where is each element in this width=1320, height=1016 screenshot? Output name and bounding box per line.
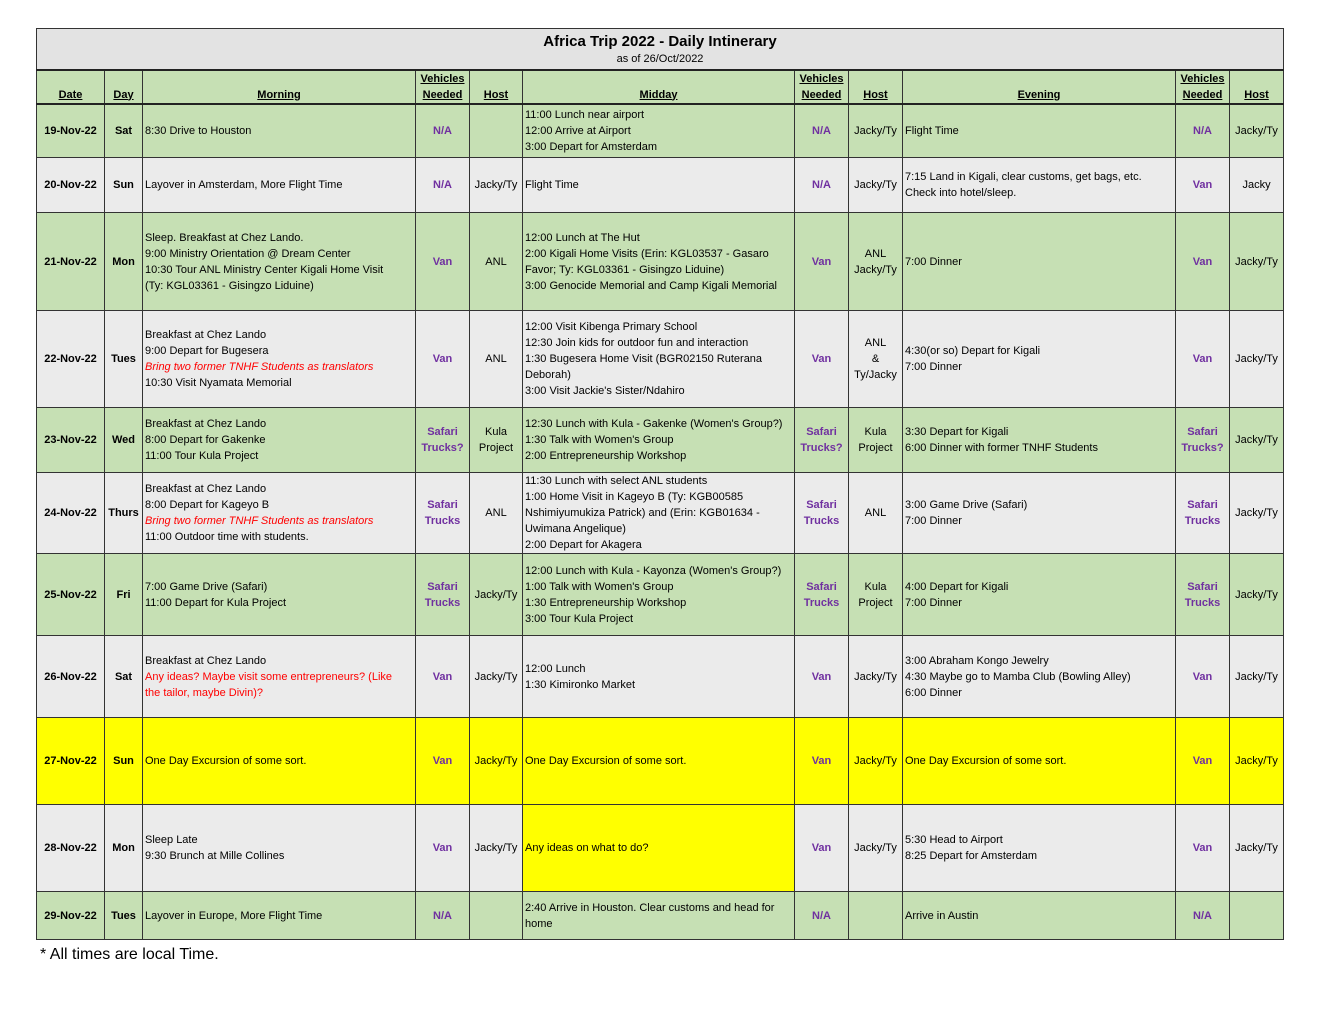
morning-line: 10:30 Visit Nyamata Memorial xyxy=(145,377,292,389)
morning-host-cell: ANL xyxy=(470,473,523,554)
midday-cell xyxy=(523,158,795,213)
midday-host-cell: Jacky/Ty xyxy=(849,104,903,158)
morning-line: Bring two former TNHF Students as translators xyxy=(145,361,374,373)
day-cell: Sun xyxy=(105,718,143,805)
header-evening-vehicles: Vehicles Needed xyxy=(1176,70,1230,104)
morning-host-cell: Jacky/Ty xyxy=(470,718,523,805)
midday-line: Favor; Ty: KGL03361 - Gisingzo Liduine) xyxy=(525,263,725,276)
midday-line: 1:30 Bugesera Home Visit (BGR02150 Ruterana xyxy=(525,353,763,365)
midday-cell xyxy=(523,104,795,158)
morning-cell xyxy=(143,408,416,473)
midday-host-cell: Jacky/Ty xyxy=(849,158,903,213)
evening-host-cell: Jacky/Ty xyxy=(1230,408,1284,473)
midday-cell xyxy=(523,718,795,805)
evening-vehicles-cell: Van xyxy=(1176,213,1230,311)
evening-cell xyxy=(903,408,1176,473)
date-cell: 27-Nov-22 xyxy=(37,718,105,805)
date-cell: 24-Nov-22 xyxy=(37,473,105,554)
evening-host-cell: Jacky/Ty xyxy=(1230,718,1284,805)
sheet-subtitle: as of 26/Oct/2022 xyxy=(616,52,704,65)
evening-line: 7:15 Land in Kigali, clear customs, get bags, etc. xyxy=(905,171,1142,183)
midday-line: 12:30 Join kids for outdoor fun and interaction xyxy=(525,337,749,349)
midday-line: Nshimiyumukiza Patrick) and (Erin: KGB01634 - xyxy=(525,507,760,519)
day-cell: Sun xyxy=(105,158,143,213)
morning-host-cell: Jacky/Ty xyxy=(470,158,523,213)
day-cell: Tues xyxy=(105,311,143,408)
table-row xyxy=(37,636,1284,718)
table-row xyxy=(37,473,1284,554)
evening-vehicles-cell: N/A xyxy=(1176,104,1230,158)
morning-line: 8:30 Drive to Houston xyxy=(145,124,252,137)
evening-line: 7:00 Dinner xyxy=(905,255,962,268)
morning-host-cell: ANL xyxy=(470,213,523,311)
midday-vehicles-cell: Van xyxy=(795,213,849,311)
morning-cell xyxy=(143,213,416,311)
morning-line: Layover in Europe, More Flight Time xyxy=(145,909,323,922)
midday-host-cell: ANL xyxy=(849,473,903,554)
morning-line: 11:00 Outdoor time with students. xyxy=(145,531,309,543)
morning-cell xyxy=(143,158,416,213)
evening-cell xyxy=(903,718,1176,805)
midday-line: 2:00 Entrepreneurship Workshop xyxy=(525,450,687,462)
evening-vehicles-cell: Van xyxy=(1176,636,1230,718)
midday-line: 1:00 Talk with Women's Group xyxy=(525,580,674,593)
midday-host-cell: Jacky/Ty xyxy=(849,805,903,892)
midday-cell xyxy=(523,408,795,473)
morning-host-cell: Kula Project xyxy=(470,408,523,473)
midday-vehicles-cell: Van xyxy=(795,805,849,892)
midday-line: 12:00 Arrive at Airport xyxy=(525,124,631,137)
date-cell: 26-Nov-22 xyxy=(37,636,105,718)
morning-vehicles-cell: Van xyxy=(416,718,470,805)
header-morning: Morning xyxy=(143,70,416,104)
table-row xyxy=(37,311,1284,408)
itinerary-rows xyxy=(37,104,1284,940)
header-morning-host: Host xyxy=(470,70,523,104)
day-cell: Tues xyxy=(105,892,143,940)
evening-cell xyxy=(903,311,1176,408)
morning-vehicles-cell: Van xyxy=(416,805,470,892)
morning-line: the tailor, maybe Divin)? xyxy=(145,686,263,699)
midday-vehicles-cell: Safari Trucks xyxy=(795,473,849,554)
midday-host-cell: Jacky/Ty xyxy=(849,718,903,805)
day-cell: Thurs xyxy=(105,473,143,554)
midday-line: 11:30 Lunch with select ANL students xyxy=(525,475,708,487)
morning-cell xyxy=(143,892,416,940)
evening-cell xyxy=(903,805,1176,892)
header-midday-host: Host xyxy=(849,70,903,104)
evening-line: 4:30(or so) Depart for Kigali xyxy=(905,345,1041,357)
evening-vehicles-cell: Van xyxy=(1176,805,1230,892)
midday-vehicles-cell: Van xyxy=(795,311,849,408)
morning-cell xyxy=(143,473,416,554)
midday-line: 3:00 Depart for Amsterdam xyxy=(525,140,658,153)
midday-line: home xyxy=(525,917,553,930)
evening-line: 7:00 Dinner xyxy=(905,596,962,609)
evening-line: 6:00 Dinner with former TNHF Students xyxy=(905,442,1098,454)
evening-line: 3:00 Game Drive (Safari) xyxy=(905,499,1028,511)
evening-line: 7:00 Dinner xyxy=(905,515,962,527)
midday-host-cell: Kula Project xyxy=(849,408,903,473)
table-row xyxy=(37,718,1284,805)
morning-line: Breakfast at Chez Lando xyxy=(145,418,267,430)
morning-vehicles-cell: Van xyxy=(416,213,470,311)
midday-vehicles-cell: N/A xyxy=(795,892,849,940)
date-cell: 29-Nov-22 xyxy=(37,892,105,940)
morning-cell xyxy=(143,805,416,892)
midday-line: 1:30 Entrepreneurship Workshop xyxy=(525,596,687,609)
midday-line: 12:00 Lunch at The Hut xyxy=(525,231,640,244)
evening-line: Check into hotel/sleep. xyxy=(905,187,1017,199)
morning-host-cell xyxy=(470,892,523,940)
morning-line: Layover in Amsterdam, More Flight Time xyxy=(145,179,343,191)
evening-host-cell: Jacky/Ty xyxy=(1230,311,1284,408)
midday-cell xyxy=(523,213,795,311)
midday-vehicles-cell: N/A xyxy=(795,158,849,213)
evening-line: One Day Excursion of some sort. xyxy=(905,755,1067,767)
evening-host-cell: Jacky/Ty xyxy=(1230,213,1284,311)
evening-host-cell: Jacky/Ty xyxy=(1230,473,1284,554)
morning-line: Any ideas? Maybe visit some entrepreneurs? (Like xyxy=(145,670,393,683)
day-cell: Mon xyxy=(105,213,143,311)
morning-cell xyxy=(143,311,416,408)
morning-cell xyxy=(143,636,416,718)
evening-line: Arrive in Austin xyxy=(905,909,979,922)
morning-line: 9:00 Ministry Orientation @ Dream Center xyxy=(145,247,351,260)
morning-host-cell: Jacky/Ty xyxy=(470,554,523,636)
morning-host-cell: ANL xyxy=(470,311,523,408)
evening-vehicles-cell: Van xyxy=(1176,158,1230,213)
evening-vehicles-cell: Safari Trucks xyxy=(1176,473,1230,554)
header-midday: Midday xyxy=(523,70,795,104)
day-cell: Wed xyxy=(105,408,143,473)
evening-vehicles-cell: N/A xyxy=(1176,892,1230,940)
morning-line: 10:30 Tour ANL Ministry Center Kigali Home Visit xyxy=(145,263,384,276)
evening-cell xyxy=(903,104,1176,158)
evening-line: Flight Time xyxy=(905,124,959,137)
midday-cell xyxy=(523,636,795,718)
evening-vehicles-cell: Safari Trucks? xyxy=(1176,408,1230,473)
morning-vehicles-cell: Safari Trucks? xyxy=(416,408,470,473)
table-row xyxy=(37,104,1284,158)
table-row xyxy=(37,213,1284,311)
table-row xyxy=(37,408,1284,473)
evening-host-cell: Jacky/Ty xyxy=(1230,104,1284,158)
morning-vehicles-cell: Van xyxy=(416,311,470,408)
morning-cell xyxy=(143,718,416,805)
date-cell: 21-Nov-22 xyxy=(37,213,105,311)
morning-vehicles-cell: Safari Trucks xyxy=(416,554,470,636)
header-evening-host: Host xyxy=(1230,70,1284,104)
day-cell: Mon xyxy=(105,805,143,892)
day-cell: Sat xyxy=(105,636,143,718)
evening-cell xyxy=(903,473,1176,554)
morning-vehicles-cell: N/A xyxy=(416,892,470,940)
evening-line: 3:00 Abraham Kongo Jewelry xyxy=(905,654,1049,667)
evening-line: 4:00 Depart for Kigali xyxy=(905,580,1009,593)
morning-line: One Day Excursion of some sort. xyxy=(145,755,307,767)
morning-line: Sleep Late xyxy=(145,834,198,846)
midday-line: 1:30 Kimironko Market xyxy=(525,678,636,691)
midday-line: Any ideas on what to do? xyxy=(525,842,649,854)
morning-line: Sleep. Breakfast at Chez Lando. xyxy=(145,231,304,244)
morning-line: Breakfast at Chez Lando xyxy=(145,483,267,495)
midday-line: One Day Excursion of some sort. xyxy=(525,755,687,767)
evening-line: 6:00 Dinner xyxy=(905,686,962,699)
evening-vehicles-cell: Safari Trucks xyxy=(1176,554,1230,636)
evening-line: 3:30 Depart for Kigali xyxy=(905,426,1009,438)
date-cell: 28-Nov-22 xyxy=(37,805,105,892)
midday-line: Uwimana Angelique) xyxy=(525,523,626,535)
morning-host-cell: Jacky/Ty xyxy=(470,805,523,892)
morning-vehicles-cell: N/A xyxy=(416,158,470,213)
midday-line: 12:00 Lunch with Kula - Kayonza (Women's Group?) xyxy=(525,564,782,577)
midday-cell xyxy=(523,311,795,408)
table-row xyxy=(37,158,1284,213)
day-cell: Fri xyxy=(105,554,143,636)
table-row xyxy=(37,892,1284,940)
evening-cell xyxy=(903,213,1176,311)
evening-host-cell: Jacky/Ty xyxy=(1230,636,1284,718)
midday-host-cell: Kula Project xyxy=(849,554,903,636)
midday-line: 1:00 Home Visit in Kageyo B (Ty: KGB00585 xyxy=(525,491,744,503)
midday-vehicles-cell: Safari Trucks? xyxy=(795,408,849,473)
morning-line: 7:00 Game Drive (Safari) xyxy=(145,580,268,593)
morning-cell xyxy=(143,554,416,636)
midday-line: 12:30 Lunch with Kula - Gakenke (Women's Group?) xyxy=(525,418,783,430)
midday-line: 3:00 Visit Jackie's Sister/Ndahiro xyxy=(525,385,685,397)
itinerary-table xyxy=(36,28,1284,940)
midday-cell xyxy=(523,892,795,940)
morning-line: 9:00 Depart for Bugesera xyxy=(145,345,269,357)
midday-line: 2:40 Arrive in Houston. Clear customs and head for xyxy=(525,901,775,914)
midday-host-cell xyxy=(849,892,903,940)
evening-host-cell xyxy=(1230,892,1284,940)
evening-host-cell: Jacky xyxy=(1230,158,1284,213)
midday-line: 2:00 Kigali Home Visits (Erin: KGL03537 - Gasaro xyxy=(525,247,769,260)
midday-vehicles-cell: N/A xyxy=(795,104,849,158)
evening-cell xyxy=(903,158,1176,213)
date-cell: 20-Nov-22 xyxy=(37,158,105,213)
morning-line: 9:30 Brunch at Mille Collines xyxy=(145,850,285,862)
sheet-title: Africa Trip 2022 - Daily Intinerary xyxy=(543,32,777,50)
morning-cell xyxy=(143,104,416,158)
date-cell: 19-Nov-22 xyxy=(37,104,105,158)
midday-line: 12:00 Lunch xyxy=(525,662,586,675)
header-day: Day xyxy=(105,70,143,104)
midday-host-cell: ANL & Ty/Jacky xyxy=(849,311,903,408)
midday-line: 3:00 Tour Kula Project xyxy=(525,612,634,625)
date-cell: 22-Nov-22 xyxy=(37,311,105,408)
morning-line: (Ty: KGL03361 - Gisingzo Liduine) xyxy=(145,279,314,292)
footnote: * All times are local Time. xyxy=(40,946,219,963)
evening-line: 7:00 Dinner xyxy=(905,361,962,373)
header-morning-vehicles: Vehicles Needed xyxy=(416,70,470,104)
evening-line: 5:30 Head to Airport xyxy=(905,834,1003,846)
midday-line: 1:30 Talk with Women's Group xyxy=(525,434,674,446)
morning-host-cell xyxy=(470,104,523,158)
midday-line: Deborah) xyxy=(525,369,571,381)
morning-line: 11:00 Tour Kula Project xyxy=(145,450,259,462)
date-cell: 25-Nov-22 xyxy=(37,554,105,636)
evening-vehicles-cell: Van xyxy=(1176,311,1230,408)
midday-vehicles-cell: Van xyxy=(795,636,849,718)
midday-cell xyxy=(523,554,795,636)
evening-cell xyxy=(903,892,1176,940)
midday-line: Flight Time xyxy=(525,179,579,191)
midday-line: 12:00 Visit Kibenga Primary School xyxy=(525,321,698,333)
midday-vehicles-cell: Safari Trucks xyxy=(795,554,849,636)
title-cell xyxy=(37,29,1284,70)
evening-vehicles-cell: Van xyxy=(1176,718,1230,805)
day-cell: Sat xyxy=(105,104,143,158)
morning-vehicles-cell: N/A xyxy=(416,104,470,158)
evening-cell xyxy=(903,636,1176,718)
morning-line: 8:00 Depart for Gakenke xyxy=(145,434,266,446)
midday-cell xyxy=(523,805,795,892)
midday-host-cell: Jacky/Ty xyxy=(849,636,903,718)
header-date: Date xyxy=(37,70,105,104)
morning-vehicles-cell: Van xyxy=(416,636,470,718)
midday-line: 2:00 Depart for Akagera xyxy=(525,539,642,551)
morning-vehicles-cell: Safari Trucks xyxy=(416,473,470,554)
evening-cell xyxy=(903,554,1176,636)
evening-line: 8:25 Depart for Amsterdam xyxy=(905,850,1038,862)
morning-line: Breakfast at Chez Lando xyxy=(145,654,267,667)
morning-line: Breakfast at Chez Lando xyxy=(145,329,267,341)
table-row xyxy=(37,805,1284,892)
date-cell: 23-Nov-22 xyxy=(37,408,105,473)
table-row xyxy=(37,554,1284,636)
evening-line: 4:30 Maybe go to Mamba Club (Bowling Alley) xyxy=(905,670,1131,683)
evening-host-cell: Jacky/Ty xyxy=(1230,805,1284,892)
midday-line: 3:00 Genocide Memorial and Camp Kigali Memorial xyxy=(525,279,777,292)
midday-vehicles-cell: Van xyxy=(795,718,849,805)
midday-line: 11:00 Lunch near airport xyxy=(525,108,645,121)
midday-cell xyxy=(523,473,795,554)
morning-host-cell: Jacky/Ty xyxy=(470,636,523,718)
morning-line: Bring two former TNHF Students as translators xyxy=(145,515,374,527)
header-midday-vehicles: Vehicles Needed xyxy=(795,70,849,104)
midday-host-cell: ANL Jacky/Ty xyxy=(849,213,903,311)
evening-host-cell: Jacky/Ty xyxy=(1230,554,1284,636)
header-evening: Evening xyxy=(903,70,1176,104)
morning-line: 11:00 Depart for Kula Project xyxy=(145,596,287,609)
morning-line: 8:00 Depart for Kageyo B xyxy=(145,499,270,511)
